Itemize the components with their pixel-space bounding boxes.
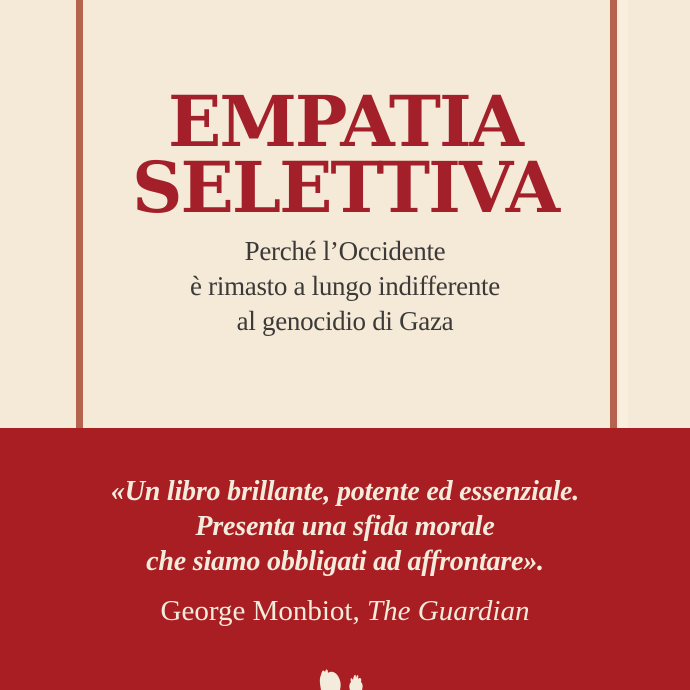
review-quote [0, 474, 690, 579]
title-line-1: EMPATIA [167, 80, 522, 163]
attribution-source: The Guardian [367, 595, 530, 627]
quote-line: «Un libro brillante, potente ed essenziale. [110, 476, 580, 507]
review-attribution [0, 594, 690, 629]
book-subtitle [0, 234, 690, 339]
quote-line: che siamo obbligati ad affrontare». [146, 546, 544, 577]
book-title [0, 80, 690, 229]
review-band [0, 428, 690, 690]
quote-line: Presenta una sfida morale [195, 511, 495, 542]
subtitle-line: al genocidio di Gaza [236, 306, 454, 336]
attribution-name: George Monbiot, [160, 595, 367, 627]
publisher-logo-icon [316, 664, 368, 690]
title-line-2: SELETTIVA [131, 146, 559, 229]
subtitle-line: è rimasto a lungo indifferente [190, 271, 500, 301]
subtitle-line: Perché l’Occidente [244, 236, 446, 266]
